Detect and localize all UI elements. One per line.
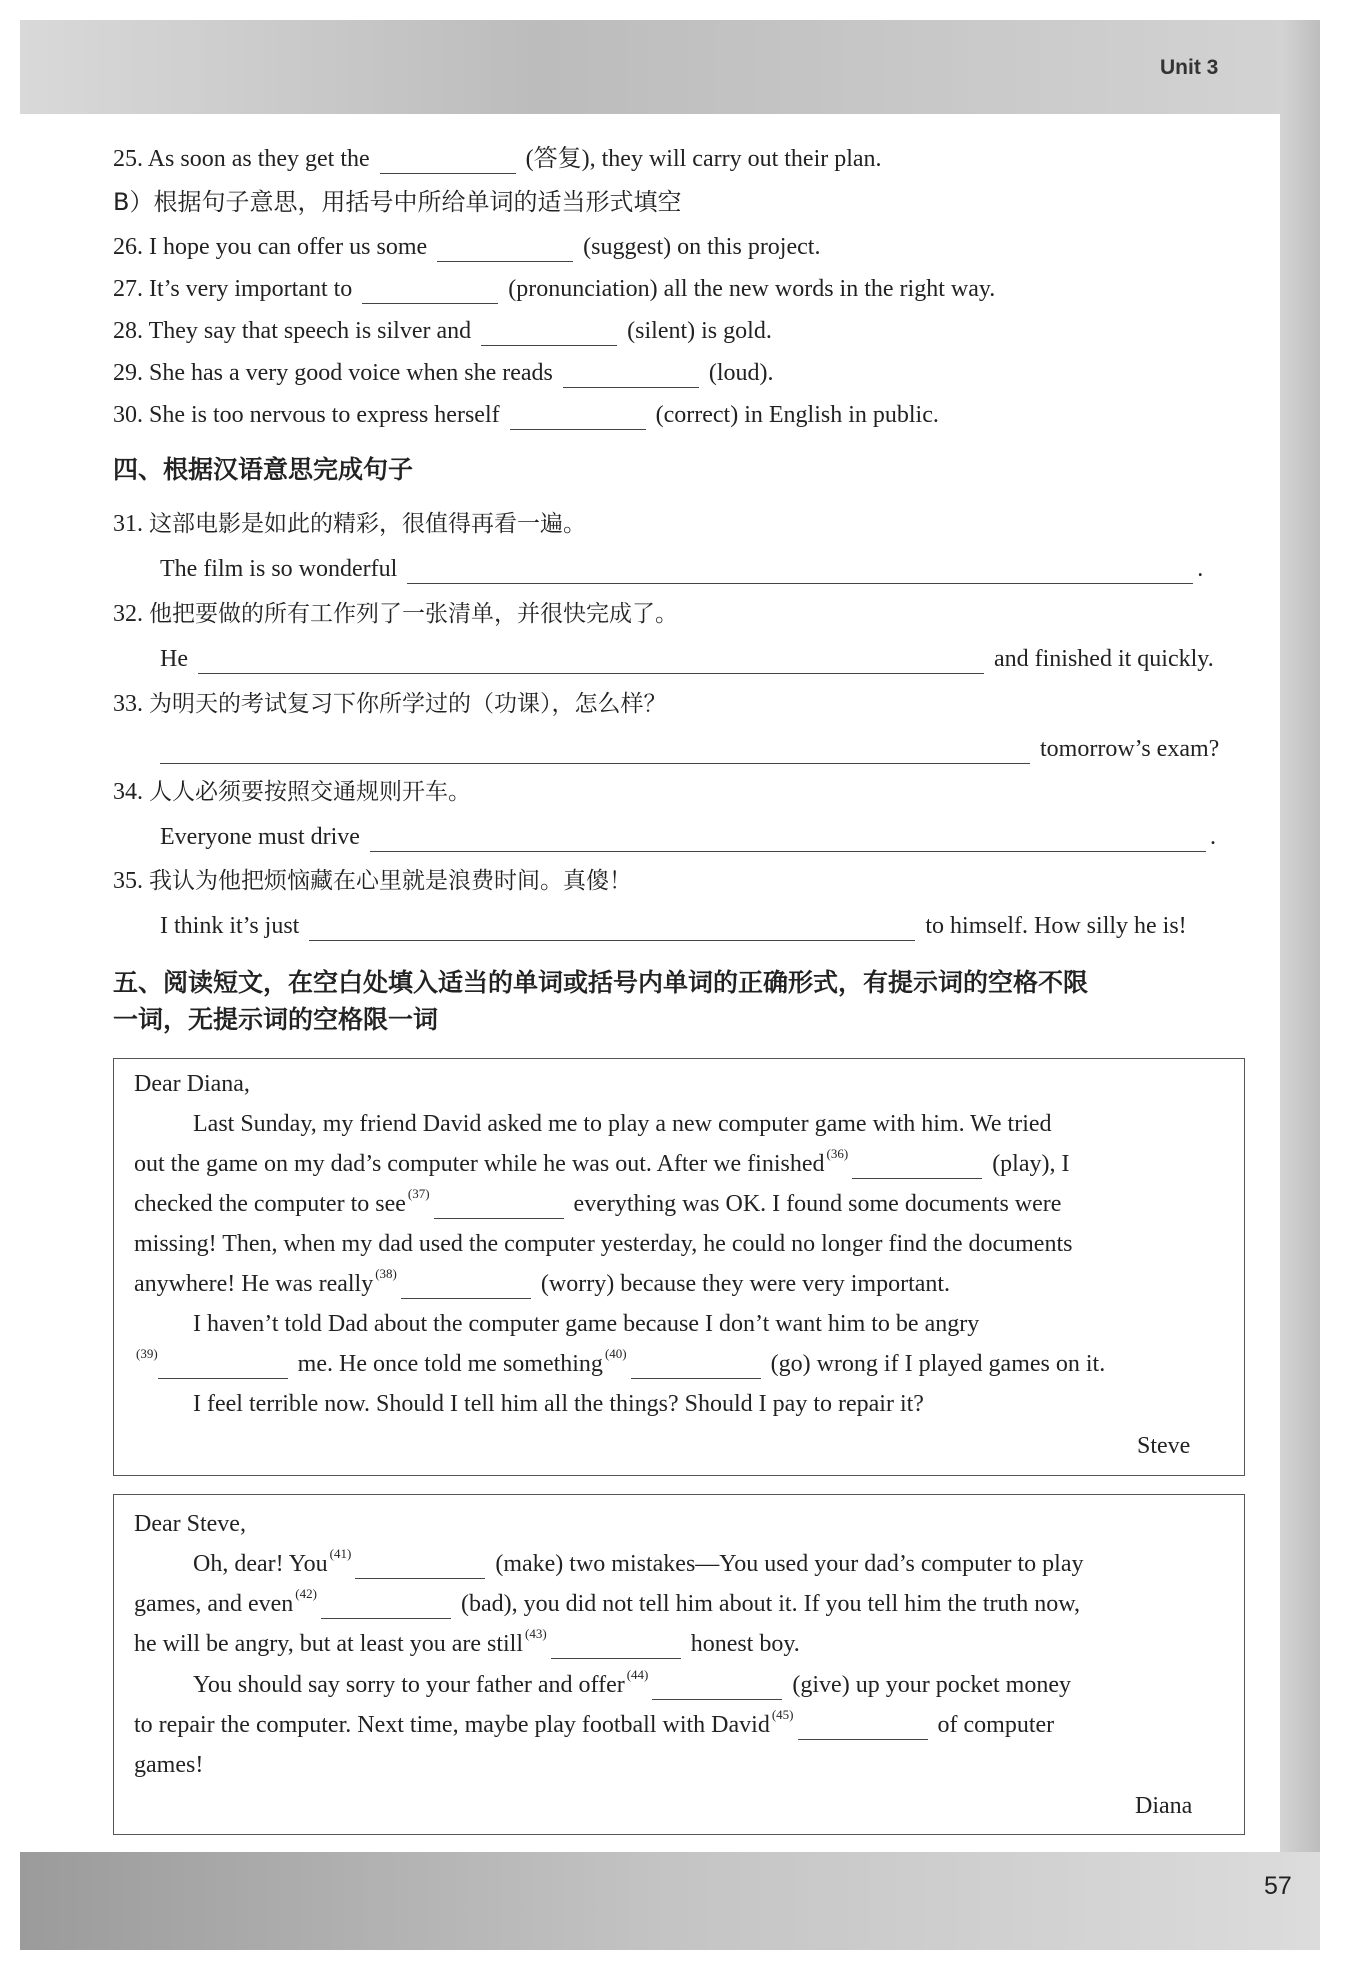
- letter2-line: [134, 1586, 1080, 1619]
- blank-number-38: (38): [375, 1266, 397, 1281]
- answer-blank-28[interactable]: [481, 319, 617, 346]
- letter-text: (worry) because they were very important.: [540, 1271, 951, 1297]
- letter2-line: [134, 1707, 1055, 1740]
- question-number: 34.: [113, 779, 143, 805]
- question-35-english: [160, 912, 1187, 941]
- letter-text: (give) up your pocket money: [792, 1672, 1071, 1698]
- top-page-border: [20, 20, 1320, 114]
- question-text: .: [1197, 556, 1204, 582]
- question-text: He: [160, 646, 188, 672]
- letter-text: everything was OK. I found some documents were: [573, 1191, 1062, 1217]
- letter1-line: I feel terrible now. Should I tell him all the things? Should I pay to repair it?: [193, 1391, 924, 1417]
- chinese-prompt: 为明天的考试复习下你所学过的（功课），怎么样？: [149, 691, 667, 717]
- answer-blank-33[interactable]: [160, 737, 1030, 764]
- question-25: [113, 145, 882, 174]
- blank-number-39: (39): [136, 1346, 158, 1361]
- question-number: 35.: [113, 868, 143, 894]
- answer-blank-36[interactable]: [852, 1152, 982, 1179]
- letter-text: games, and even: [134, 1591, 294, 1617]
- letter2-line: games!: [134, 1752, 204, 1778]
- question-text: (pronunciation) all the new words in the right way.: [508, 276, 996, 302]
- question-33-english: [160, 735, 1219, 764]
- blank-number-41: (41): [329, 1546, 352, 1561]
- answer-blank-39[interactable]: [158, 1352, 288, 1379]
- answer-blank-43[interactable]: [551, 1632, 681, 1659]
- question-text: Everyone must drive: [160, 824, 360, 850]
- question-35-chinese: [113, 867, 632, 896]
- blank-number-37: (37): [407, 1186, 430, 1201]
- question-number: 28.: [113, 318, 143, 344]
- letter-text: out the game on my dad’s computer while he was out. After we finished: [134, 1151, 825, 1177]
- answer-blank-30[interactable]: [510, 403, 646, 430]
- blank-number-40: (40): [604, 1346, 627, 1361]
- question-text: She has a very good voice when she reads: [149, 360, 553, 386]
- section-4-title: 四、根据汉语意思完成句子: [113, 455, 414, 484]
- question-text: They say that speech is silver and: [148, 318, 472, 344]
- answer-blank-40[interactable]: [631, 1352, 761, 1379]
- letter-text: anywhere! He was really: [134, 1271, 374, 1297]
- question-text: (loud).: [708, 360, 774, 386]
- question-number: 33.: [113, 691, 143, 717]
- answer-blank-29[interactable]: [563, 361, 699, 388]
- question-number: 30.: [113, 402, 143, 428]
- question-28: [113, 317, 772, 346]
- part-b-instruction: B）根据句子意思，用括号中所给单词的适当形式填空: [113, 188, 682, 216]
- question-text: (silent) is gold.: [627, 318, 772, 344]
- question-text: It’s very important to: [149, 276, 353, 302]
- right-page-border: [1280, 20, 1320, 1950]
- letter1-line: [134, 1266, 951, 1299]
- bottom-page-border: [20, 1852, 1320, 1950]
- question-number: 25.: [113, 146, 143, 172]
- letter1-line: [134, 1146, 1070, 1179]
- answer-blank-27[interactable]: [362, 277, 498, 304]
- question-text: .: [1209, 824, 1216, 850]
- letter1-line: I haven’t told Dad about the computer game because I don’t want him to be angry: [193, 1311, 980, 1337]
- letter-text: honest boy.: [690, 1631, 800, 1657]
- question-34-english: [160, 823, 1216, 852]
- question-text: As soon as they get the: [147, 146, 370, 172]
- question-number: 31.: [113, 511, 143, 537]
- page-number: 57: [1264, 1872, 1292, 1900]
- letter1-signature: Steve: [1137, 1433, 1191, 1459]
- answer-blank-45[interactable]: [798, 1713, 928, 1740]
- question-text: The film is so wonderful: [160, 556, 398, 582]
- section-5-title-line-1: 五、阅读短文，在空白处填入适当的单词或括号内单词的正确形式，有提示词的空格不限: [113, 968, 1089, 997]
- letter1-line: missing! Then, when my dad used the computer yesterday, he could no longer find the documents: [134, 1231, 1073, 1257]
- unit-label: Unit 3: [1160, 56, 1219, 79]
- letter-text: of computer: [937, 1712, 1055, 1738]
- letter-text: You should say sorry to your father and offer: [193, 1672, 625, 1698]
- letter1-greeting: Dear Diana,: [134, 1071, 250, 1097]
- answer-blank-26[interactable]: [437, 235, 573, 262]
- letter-text: me. He once told me something: [297, 1351, 603, 1377]
- question-27: [113, 275, 995, 304]
- chinese-prompt: 人人必须要按照交通规则开车。: [149, 779, 471, 805]
- answer-blank-32[interactable]: [198, 647, 984, 674]
- question-31-chinese: [113, 510, 586, 539]
- question-34-chinese: [113, 778, 471, 807]
- question-29: [113, 359, 774, 388]
- blank-number-44: (44): [626, 1667, 649, 1682]
- section-5-title-line-2: 一词，无提示词的空格限一词: [113, 1005, 439, 1034]
- blank-number-36: (36): [826, 1146, 849, 1161]
- question-30: [113, 401, 939, 430]
- letter2-greeting: Dear Steve,: [134, 1511, 246, 1537]
- letter1-line: [134, 1346, 1106, 1379]
- letter-text: checked the computer to see: [134, 1191, 406, 1217]
- letter2-signature: Diana: [1135, 1793, 1193, 1819]
- letter1-line: [134, 1186, 1062, 1219]
- blank-number-45: (45): [771, 1707, 794, 1722]
- question-31-english: [160, 555, 1203, 584]
- answer-blank-37[interactable]: [434, 1192, 564, 1219]
- question-text: to himself. How silly he is!: [925, 913, 1187, 939]
- question-text: I hope you can offer us some: [149, 234, 428, 260]
- question-text: She is too nervous to express herself: [149, 402, 500, 428]
- letter-text: he will be angry, but at least you are still: [134, 1631, 524, 1657]
- answer-blank-38[interactable]: [401, 1272, 531, 1299]
- answer-blank-42[interactable]: [321, 1592, 451, 1619]
- letter-text: to repair the computer. Next time, maybe play football with David: [134, 1712, 770, 1738]
- question-33-chinese: [113, 690, 667, 719]
- question-text: I think it’s just: [160, 913, 300, 939]
- question-text: and finished it quickly.: [993, 646, 1214, 672]
- question-32-chinese: [113, 600, 678, 629]
- chinese-prompt: 我认为他把烦恼藏在心里就是浪费时间。真傻！: [149, 868, 632, 894]
- answer-blank-41[interactable]: [355, 1552, 485, 1579]
- letter-text: (go) wrong if I played games on it.: [770, 1351, 1106, 1377]
- letter2-line: [193, 1667, 1071, 1700]
- question-32-english: [160, 645, 1214, 674]
- blank-number-43: (43): [525, 1626, 547, 1641]
- answer-blank-25[interactable]: [380, 147, 516, 174]
- answer-blank-31[interactable]: [407, 557, 1193, 584]
- letter-text: (play), I: [992, 1151, 1070, 1177]
- answer-blank-44[interactable]: [652, 1673, 782, 1700]
- letter2-line: [134, 1626, 800, 1659]
- question-number: 26.: [113, 234, 143, 260]
- question-number: 29.: [113, 360, 143, 386]
- letter-text: Oh, dear! You: [193, 1551, 328, 1577]
- question-text: (correct) in English in public.: [655, 402, 939, 428]
- letter-text: (bad), you did not tell him about it. If you tell him the truth now,: [460, 1591, 1080, 1617]
- answer-blank-35[interactable]: [309, 914, 915, 941]
- question-number: 27.: [113, 276, 143, 302]
- letter2-line: [193, 1546, 1084, 1579]
- letter-text: (make) two mistakes—You used your dad’s computer to play: [495, 1551, 1084, 1577]
- question-text: tomorrow’s exam?: [1040, 736, 1220, 762]
- letter-box-diana: [113, 1494, 1245, 1835]
- blank-number-42: (42): [295, 1586, 317, 1601]
- question-number: 32.: [113, 601, 143, 627]
- question-text: (答复), they will carry out their plan.: [525, 146, 882, 172]
- question-26: [113, 233, 820, 262]
- answer-blank-34[interactable]: [370, 825, 1206, 852]
- chinese-prompt: 这部电影是如此的精彩，很值得再看一遍。: [149, 511, 586, 537]
- chinese-prompt: 他把要做的所有工作列了一张清单，并很快完成了。: [149, 601, 678, 627]
- question-text: (suggest) on this project.: [583, 234, 821, 260]
- letter1-line: Last Sunday, my friend David asked me to play a new computer game with him. We tried: [193, 1111, 1052, 1137]
